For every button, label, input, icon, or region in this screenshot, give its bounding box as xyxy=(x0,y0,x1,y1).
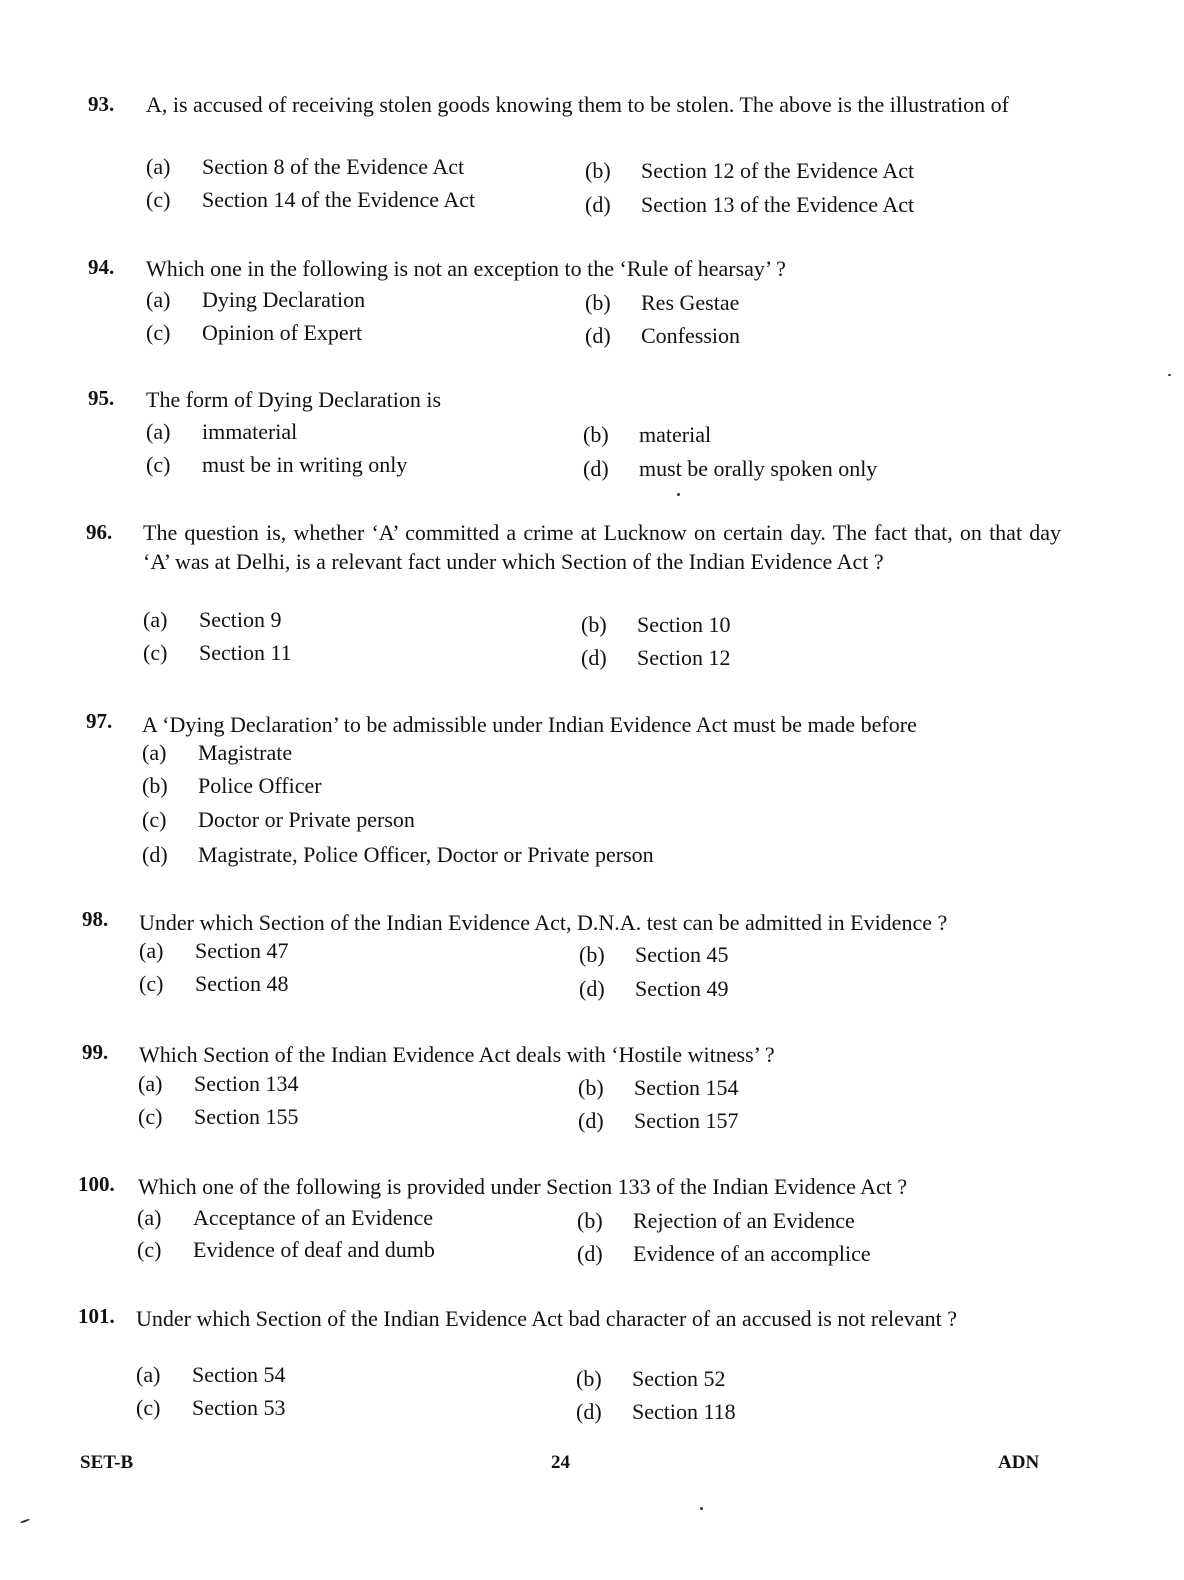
option-b: (b) Rejection of an Evidence xyxy=(577,1208,855,1233)
option-d: (d) Section 157 xyxy=(578,1108,739,1133)
question-text: The form of Dying Declaration is xyxy=(146,387,442,412)
question-text: Which one of the following is provided under Section 133 of the Indian Evidence Act ? xyxy=(138,1174,908,1199)
question-number: 96. xyxy=(86,520,113,544)
question-text: A ‘Dying Declaration’ to be admissible under Indian Evidence Act must be made before xyxy=(142,712,917,737)
question-number: 94. xyxy=(88,255,115,279)
question-text: The question is, whether ‘A’ committed a crime at Lucknow on certain day. The fact that, on that day ‘A’ was at Delhi, is a relevant fact under which Section of the Indian Evidence Act ? xyxy=(143,520,1061,574)
option-a: (a) Magistrate xyxy=(142,740,293,765)
option-d: (d) Evidence of an accomplice xyxy=(577,1241,871,1266)
scan-speck xyxy=(1168,374,1171,376)
option-d: (d) Section 13 of the Evidence Act xyxy=(585,192,915,217)
option-b: (b) Section 10 xyxy=(581,612,731,637)
footer-code: ADN xyxy=(998,1452,1040,1473)
option-b: (b) Section 45 xyxy=(579,942,729,967)
question-number: 95. xyxy=(88,386,115,410)
option-b: (b) Section 154 xyxy=(578,1075,739,1100)
option-c: (c) Section 14 of the Evidence Act xyxy=(146,187,476,212)
scan-speck xyxy=(700,1507,703,1510)
option-c: (c) Doctor or Private person xyxy=(142,807,415,832)
option-a: (a) Section 9 xyxy=(143,607,282,632)
question-text: Which Section of the Indian Evidence Act deals with ‘Hostile witness’ ? xyxy=(139,1042,775,1067)
question-number: 99. xyxy=(82,1040,109,1064)
question-number: 100. xyxy=(78,1172,115,1196)
question-text: A, is accused of receiving stolen goods knowing them to be stolen. The above is the illustration of xyxy=(146,92,1009,117)
option-d: (d) Section 49 xyxy=(579,976,729,1001)
option-b: (b) material xyxy=(583,422,712,447)
option-c: (c) Opinion of Expert xyxy=(146,320,363,345)
scan-speck xyxy=(677,493,680,496)
option-c: (c) Evidence of deaf and dumb xyxy=(137,1237,435,1262)
option-c: (c) Section 48 xyxy=(139,971,289,996)
option-b: (b) Section 52 xyxy=(576,1366,726,1391)
option-a: (a) Section 8 of the Evidence Act xyxy=(146,154,465,179)
option-d: (d) must be orally spoken only xyxy=(583,456,878,481)
option-d: (d) Section 118 xyxy=(576,1399,736,1424)
option-c: (c) Section 155 xyxy=(138,1104,299,1129)
option-c: (c) Section 11 xyxy=(143,640,292,665)
option-a: (a) Section 47 xyxy=(139,938,289,963)
question-number: 97. xyxy=(86,709,113,733)
scan-mark xyxy=(20,1518,30,1523)
option-a: (a) Dying Declaration xyxy=(146,287,366,312)
question-text: Which one in the following is not an exception to the ‘Rule of hearsay’ ? xyxy=(146,256,786,281)
question-text: Under which Section of the Indian Evidence Act bad character of an accused is not relevant ? xyxy=(136,1306,957,1331)
option-b: (b) Res Gestae xyxy=(585,290,740,315)
question-number: 93. xyxy=(88,92,115,116)
footer-page-number: 24 xyxy=(551,1452,570,1473)
question-number: 98. xyxy=(82,907,109,931)
option-b: (b) Police Officer xyxy=(142,773,322,798)
option-b: (b) Section 12 of the Evidence Act xyxy=(585,158,915,183)
option-a: (a) Section 134 xyxy=(138,1071,299,1096)
option-a: (a) Acceptance of an Evidence xyxy=(137,1205,434,1230)
question-text: Under which Section of the Indian Evidence Act, D.N.A. test can be admitted in Evidence ? xyxy=(139,910,948,935)
question-number: 101. xyxy=(78,1304,115,1328)
option-d: (d) Section 12 xyxy=(581,645,731,670)
option-d: (d) Magistrate, Police Officer, Doctor or Private person xyxy=(142,842,654,867)
option-d: (d) Confession xyxy=(585,323,740,348)
option-a: (a) Section 54 xyxy=(136,1362,286,1387)
option-c: (c) Section 53 xyxy=(136,1395,286,1420)
option-a: (a) immaterial xyxy=(146,419,298,444)
option-c: (c) must be in writing only xyxy=(146,452,408,477)
footer-set-label: SET-B xyxy=(80,1452,134,1473)
